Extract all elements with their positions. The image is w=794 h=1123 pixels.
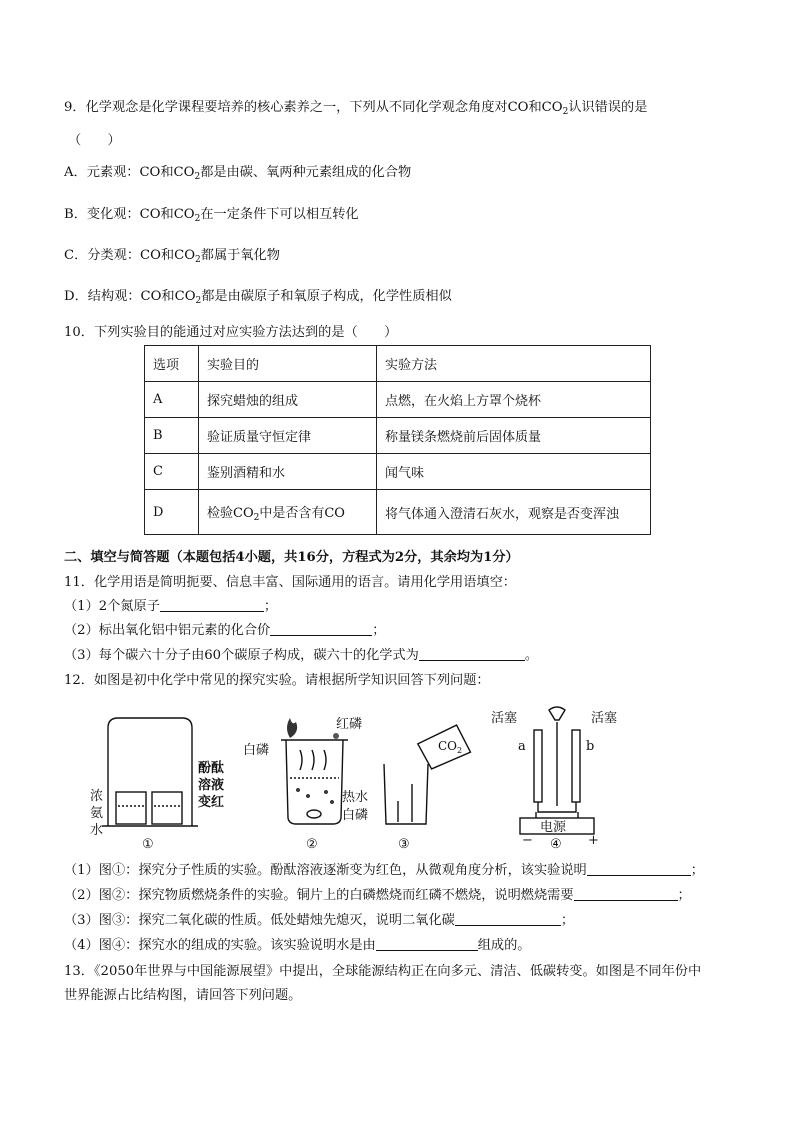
q13-line-1: 13．《2050年世界与中国能源展望》中提出，全球能源结构正在向多元、清洁、低碳转变。如图是不同年份中 — [64, 964, 702, 979]
q12-item-4: （4）图④：探究水的组成的实验。该实验说明水是由 组成的。 — [64, 938, 531, 953]
table-row[interactable]: A 探究蜡烛的组成 点燃，在火焰上方罩个烧杯 — [145, 382, 651, 418]
answer-blank[interactable] — [376, 936, 478, 951]
label-phenol-2: 溶液 — [198, 778, 225, 793]
label-phenol-3: 变红 — [198, 795, 225, 810]
fig-number-3: ③ — [398, 837, 410, 852]
q12-stem: 12．如图是初中化学中常见的探究实验。请根据所学知识回答下列问题： — [64, 673, 490, 688]
q12-item-1: （1）图①：探究分子性质的实验。酚酞溶液逐渐变为红色，从微观角度分析，该实验说明 ； — [64, 863, 704, 878]
q12-item-3: （3）图③：探究二氧化碳的性质。低处蜡烛先熄灭，说明二氧化碳 ； — [64, 913, 575, 928]
q11-item-3: （3）每个碳六十分子由60个碳原子构成，碳六十的化学式为 。 — [64, 648, 539, 663]
label-red-p: 红磷 — [336, 717, 363, 732]
fig3-apparatus — [384, 724, 471, 824]
q9-stem-pre: 9．化学观念是化学课程要培养的核心素养之一，下列从不同化学观念角度对CO和CO — [64, 100, 563, 115]
q9-paren: （ ） — [68, 133, 121, 148]
label-plus: + — [588, 833, 599, 848]
q13-line-2: 世界能源占比结构图，请回答下列问题。 — [64, 988, 302, 1003]
table-row[interactable]: B 验证质量守恒定律 称量镁条燃烧前后固体质量 — [145, 418, 651, 454]
fig-number-2: ② — [306, 837, 318, 852]
label-co2: $CO_2$ — [438, 739, 463, 755]
label-ammonia-1: 浓 — [90, 789, 104, 804]
q11-item-1: （1）2个氮原子 ； — [64, 599, 278, 614]
table-header-row — [145, 346, 651, 382]
q10-table — [144, 345, 651, 535]
q9-option-d[interactable]: D．结构观：CO和$CO_2$都是由碳原子和氧原子构成，化学性质相似 — [64, 289, 452, 306]
fig2-apparatus — [281, 740, 348, 824]
q9-stem-post: 认识错误的是 — [568, 100, 648, 115]
q12-item-2: （2）图②：探究物质燃烧条件的实验。铜片上的白磷燃烧而红磷不燃烧，说明燃烧需要 ； — [64, 888, 691, 903]
header-method: 实验方法 — [377, 346, 651, 382]
label-white-p: 白磷 — [243, 743, 270, 758]
label-ammonia-3: 水 — [90, 823, 104, 838]
label-a: a — [518, 739, 526, 754]
q11-stem: 11．化学用语是简明扼要、信息丰富、国际通用的语言。请用化学用语填空： — [64, 575, 516, 590]
q9-option-a[interactable]: A．元素观：CO和$CO_2$都是由碳、氧两种元素组成的化合物 — [64, 165, 412, 182]
label-white-p2: 白磷 — [342, 808, 369, 823]
label-power: 电源 — [540, 820, 567, 835]
answer-blank[interactable] — [270, 621, 372, 636]
label-stopcock-left: 活塞 — [491, 711, 518, 726]
header-option: 选项 — [145, 346, 199, 382]
flame-icon — [287, 718, 297, 738]
answer-blank[interactable] — [587, 861, 691, 876]
label-b: b — [586, 739, 595, 754]
q10-stem: 10．下列实验目的能通过对应实验方法达到的是（ ） — [64, 325, 398, 340]
q11-item-2: （2）标出氧化铝中铝元素的化合价 ； — [64, 623, 386, 638]
fig4-apparatus — [520, 707, 594, 834]
section2-title: 二、填空与简答题（本题包括4小题，共16分，方程式为2分，其余均为1分） — [64, 550, 519, 565]
label-minus: − — [522, 833, 533, 848]
answer-blank[interactable] — [455, 911, 561, 926]
fig-number-1: ① — [142, 837, 154, 852]
label-ammonia-2: 氨 — [90, 806, 104, 821]
table-row[interactable]: D 检验$CO_2$中是否含有CO 将气体通入澄清石灰水，观察是否变浑浊 — [145, 490, 651, 535]
q9-option-b[interactable]: B．变化观：CO和$CO_2$在一定条件下可以相互转化 — [64, 207, 359, 224]
answer-blank[interactable] — [160, 597, 264, 612]
answer-blank[interactable] — [419, 646, 525, 661]
label-hot-water: 热水 — [342, 790, 369, 805]
q9-stem-sub: 2 — [562, 107, 569, 117]
fig-number-4: ④ — [550, 837, 562, 852]
q9-option-c[interactable]: C．分类观：CO和$CO_2$都属于氧化物 — [64, 248, 280, 265]
q9-stem — [64, 98, 647, 122]
fig1-bell-jar — [102, 718, 198, 826]
experiment-figure — [86, 706, 646, 856]
label-stopcock-right: 活塞 — [591, 711, 618, 726]
red-phosphorus-icon — [333, 733, 339, 739]
label-phenol-1: 酚酞 — [198, 761, 225, 776]
answer-blank[interactable] — [574, 886, 678, 901]
header-purpose: 实验目的 — [199, 346, 377, 382]
table-row[interactable]: C 鉴别酒精和水 闻气味 — [145, 454, 651, 490]
